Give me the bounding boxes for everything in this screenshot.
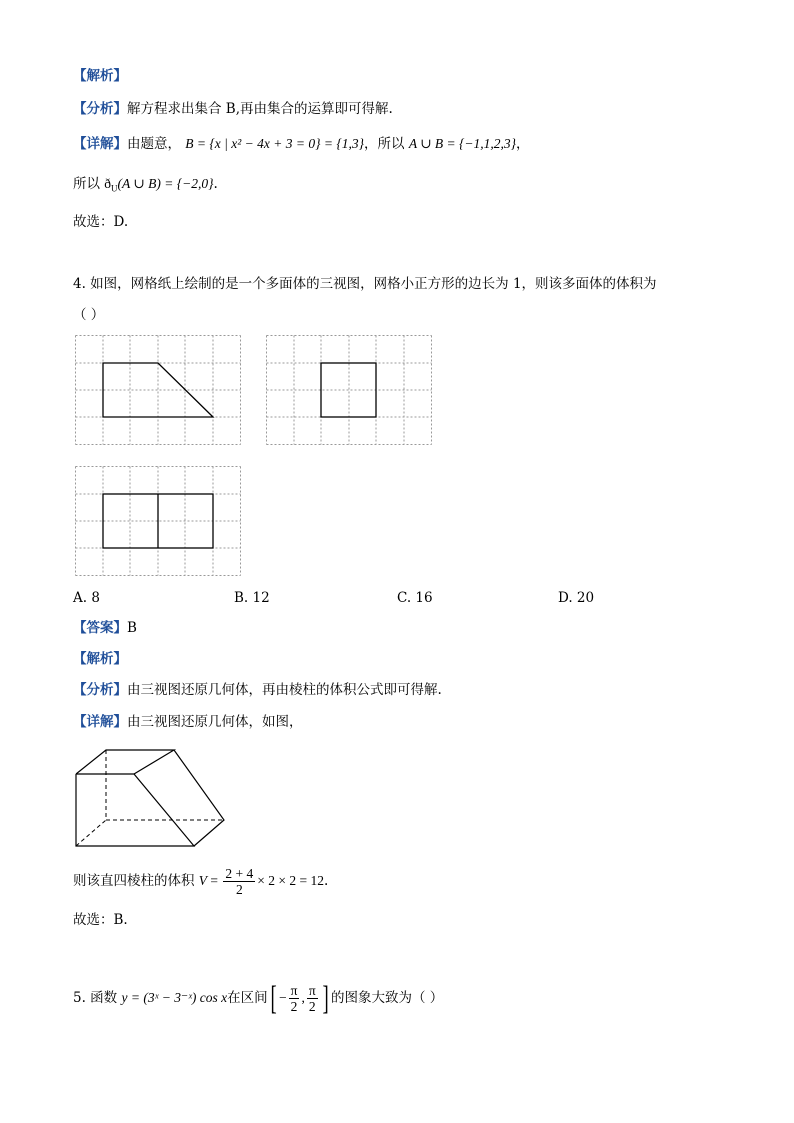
option-d[interactable]: D. 20: [558, 590, 595, 606]
interval-left-fraction: $\frac{\pi}{2}$: [290, 983, 298, 1014]
volume-fraction: [223, 866, 255, 897]
q4-volume-line: 则该直四棱柱的体积 V = $\frac{2 + 4}{2}$ × 2 × 2 = 12.: [73, 866, 329, 897]
detail-mid-text: ，所以: [364, 136, 405, 152]
volume-end: .: [324, 873, 329, 889]
detail-tag: 【详解】: [73, 714, 127, 730]
q4-analysis-header: [73, 649, 127, 669]
volume-fraction-numerator: 2 + 4: [225, 866, 254, 881]
prism-3d-figure: [74, 746, 246, 850]
complement-end: .: [213, 176, 218, 192]
q3-analysis-line: [73, 99, 393, 119]
analysis-text: 由三视图还原几何体，再由棱柱的体积公式即可得解.: [127, 682, 442, 698]
q4-choice: 故选：B.: [73, 912, 128, 928]
detail-tag: 【详解】: [73, 136, 127, 152]
complement-symbol: ð: [104, 176, 112, 191]
complement-prefix: 所以: [73, 176, 100, 192]
front-view-figure: [75, 335, 242, 446]
q4-answer-line: [73, 618, 137, 638]
option-b[interactable]: B. 12: [234, 590, 270, 606]
union-expression: A ∪ B = {−1,1,2,3}: [408, 136, 517, 151]
top-view-figure: [75, 466, 242, 577]
answer-value: B: [127, 620, 137, 636]
answer-tag: 【答案】: [73, 620, 127, 636]
analysis-text: 解方程求出集合 B,再由集合的运算即可得解.: [127, 101, 393, 117]
q3-detail-line: 【详解】由题意， B = {x | x² − 4x + 3 = 0} = {1,3}，所以 A ∪ B = {−1,1,2,3}，: [73, 136, 530, 152]
detail-intro: 由题意，: [127, 136, 181, 152]
complement-subscript: U: [111, 183, 118, 194]
complement-expression: (A ∪ B) = {−2,0}: [117, 176, 214, 191]
q5-stem-line: 5. 函数 y = (3ˣ − 3⁻ˣ) cos x在区间[ − $\frac{\pi}{2}$ , $\frac{\pi}{2}$ ] 的图象大致为（ ）: [73, 979, 444, 1017]
q4-stem: 4. 如图，网格纸上绘制的是一个多面体的三视图，网格小正方形的边长为 1，则该多面体的体积为: [73, 276, 657, 292]
option-c[interactable]: C. 16: [397, 590, 433, 606]
q3-choice: 故选：D.: [73, 214, 129, 230]
volume-rest: × 2 × 2 = 12: [257, 873, 325, 888]
q5-stem-end: 的图象大致为（ ）: [330, 990, 444, 1006]
detail-text: 由三视图还原几何体，如图，: [127, 714, 303, 730]
q4-paren: （ ）: [73, 307, 105, 323]
analysis-tag: 【分析】: [73, 101, 127, 117]
interval-minus: −: [278, 990, 287, 1005]
q4-detail-line: [73, 712, 303, 732]
volume-prefix: 则该直四棱柱的体积: [73, 873, 195, 889]
q3-analysis-header: [73, 66, 127, 86]
q3-complement-line: [73, 174, 218, 199]
option-a[interactable]: A. 8: [73, 590, 100, 606]
q5-stem-prefix: 5. 函数: [73, 990, 118, 1006]
side-view-figure: [266, 335, 433, 446]
analysis-tag: 【分析】: [73, 682, 127, 698]
q5-function-expression: y = (3ˣ − 3⁻ˣ) cos x: [121, 990, 228, 1005]
q4-analysis-line: [73, 680, 442, 700]
set-b-expression: B = {x | x² − 4x + 3 = 0} = {1,3}: [185, 136, 365, 151]
analysis-header-tag: 【解析】: [73, 651, 127, 667]
q5-stem-mid: 在区间: [227, 990, 268, 1006]
volume-fraction-denominator: 2: [235, 882, 243, 897]
interval-right-fraction: $\frac{\pi}{2}$: [308, 983, 316, 1014]
volume-variable: V: [198, 873, 208, 888]
analysis-header-tag: 【解析】: [73, 68, 127, 84]
